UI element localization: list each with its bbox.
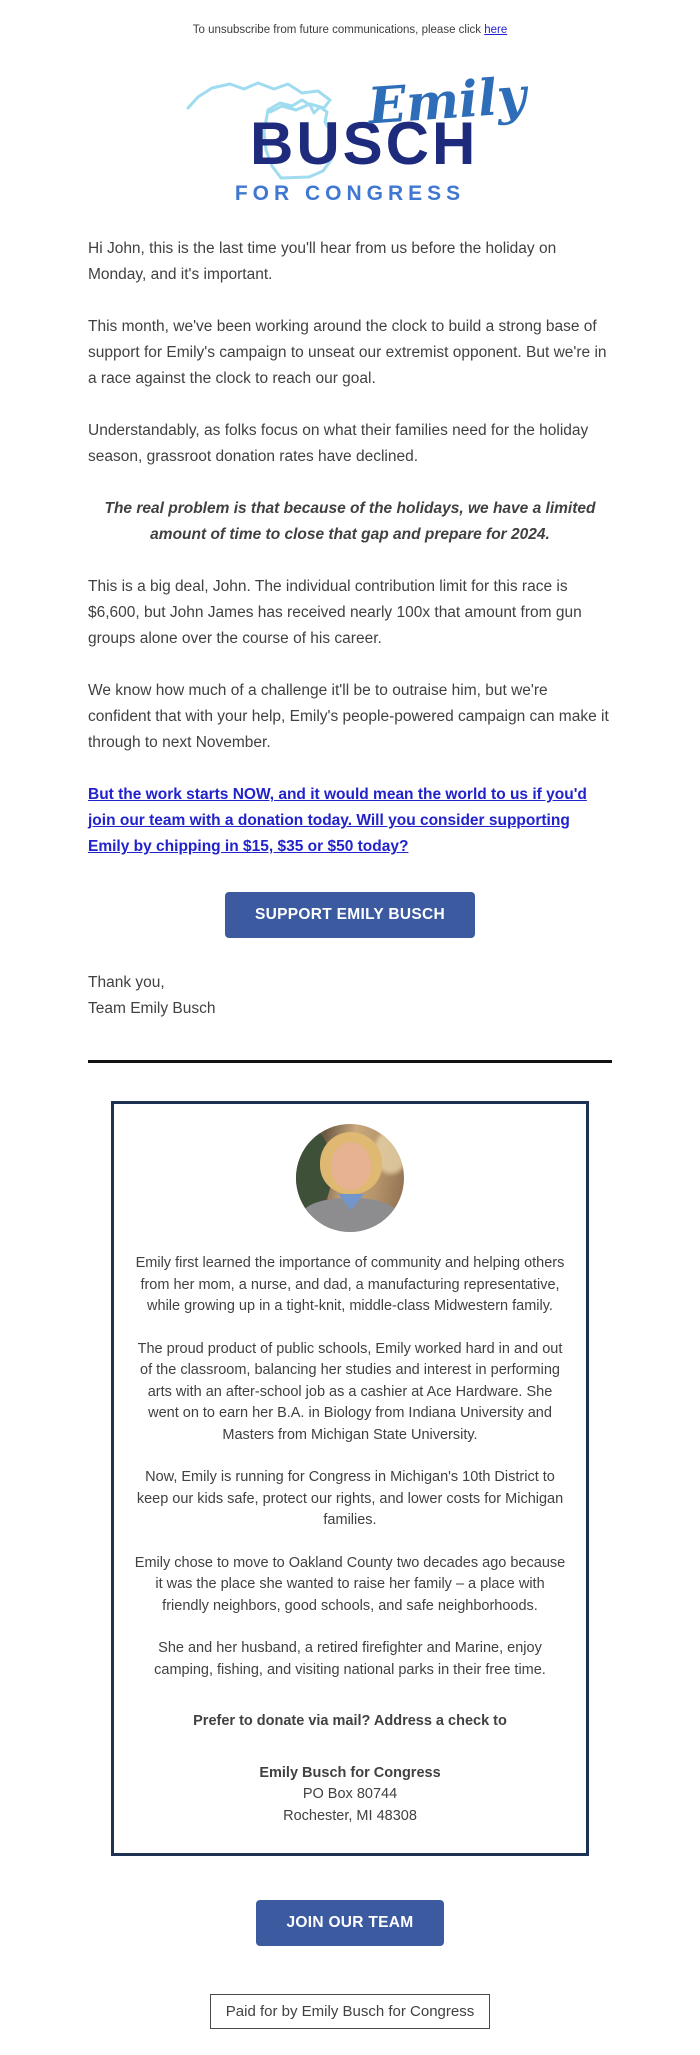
join-our-team-button[interactable]: JOIN OUR TEAM: [256, 1900, 443, 1946]
unsubscribe-line: [0, 24, 700, 36]
join-button-row: [0, 1900, 700, 1946]
bottom-spacer: [0, 2029, 700, 2055]
paragraph-we-know: We know how much of a challenge it'll be to outraise him, but we're confident that with your help, Emily's people-powered campaign can make it through to next November.: [88, 682, 609, 751]
bio-card: [111, 1101, 589, 1856]
mail-address-block: [132, 1763, 568, 1828]
bio-paragraph-running: Now, Emily is running for Congress in Michigan's 10th District to keep our kids safe, protect our rights, and lower costs for Michigan families.: [136, 1469, 564, 1528]
unsubscribe-text: To unsubscribe from future communications, please click: [192, 24, 482, 36]
bio-paragraph-husband: She and her husband, a retired firefighter and Marine, enjoy camping, fishing, and visiting national parks in their free time.: [154, 1640, 546, 1678]
support-emily-busch-button[interactable]: SUPPORT EMILY BUSCH: [225, 892, 475, 938]
signoff: [88, 970, 612, 1022]
bio-paragraph-oakland: Emily chose to move to Oakland County two decades ago because it was the place she wanted to raise her family – a place with friendly neighbors, good schools, and safe neighborhoods.: [134, 1554, 566, 1614]
emily-portrait-avatar: [296, 1124, 404, 1232]
logo-tagline-for-congress: FOR CONGRESS: [234, 182, 466, 205]
email-copy: [0, 236, 700, 1063]
photo-face: [331, 1142, 371, 1190]
bio-paragraph-family: Emily first learned the importance of community and helping others from her mom, a nurse, and dad, a manufacturing representative, while growing up in a tight-knit, middle-class Midwestern family.: [135, 1255, 565, 1314]
logo-script-emily: Emily: [366, 65, 528, 136]
mail-address-po-box: PO Box 80744: [302, 1786, 398, 1802]
paragraph-understandably: Understandably, as folks focus on what their families need for the holiday season, grassroot donation rates have declined.: [88, 422, 589, 465]
support-button-row: [88, 892, 612, 938]
bio-paragraph-schools: The proud product of public schools, Emily worked hard in and out of the classroom, balancing her studies and interest in performing arts with an after-school job as a cashier at Ace Hardware. She went on to earn her B.A. in Biology from Indiana University and Masters from Michigan State University.: [137, 1340, 563, 1443]
unsubscribe-here-link[interactable]: here: [484, 24, 508, 36]
mail-address-city: Rochester, MI 48308: [283, 1807, 417, 1824]
paid-for-disclaimer: Paid for by Emily Busch for Congress: [210, 1994, 490, 2029]
paragraph-this-month: This month, we've been working around the clock to build a strong base of support for Emily's campaign to unseat our extremist opponent. But we're in a race against the clock to reach our goal.: [88, 318, 607, 387]
signoff-team: Team Emily Busch: [88, 1000, 216, 1017]
paragraph-cta: [88, 782, 612, 860]
campaign-logo: [180, 50, 528, 210]
paragraph-greeting: Hi John, this is the last time you'll hear from us before the holiday on Monday, and it's important.: [88, 240, 557, 283]
signoff-thank-you: Thank you,: [88, 974, 165, 991]
donation-cta-link[interactable]: But the work starts NOW, and it would mean the world to us if you'd join our team with a donation today. Will you consider supporting Emily by chipping in $15, $35 or $50 today?: [88, 786, 587, 855]
section-divider: [88, 1060, 612, 1063]
logo-surname-busch: BUSCH: [250, 110, 479, 177]
donate-by-mail-heading: Prefer to donate via mail? Address a check to: [193, 1713, 507, 1729]
mail-address-name: Emily Busch for Congress: [259, 1764, 441, 1781]
paragraph-big-deal: This is a big deal, John. The individual contribution limit for this race is $6,600, but John James has received nearly 100x that amount from gun groups alone over the course of his career.: [88, 578, 582, 647]
paragraph-emphasis: The real problem is that because of the holidays, we have a limited amount of time to close that gap and prepare for 2024.: [104, 500, 596, 543]
